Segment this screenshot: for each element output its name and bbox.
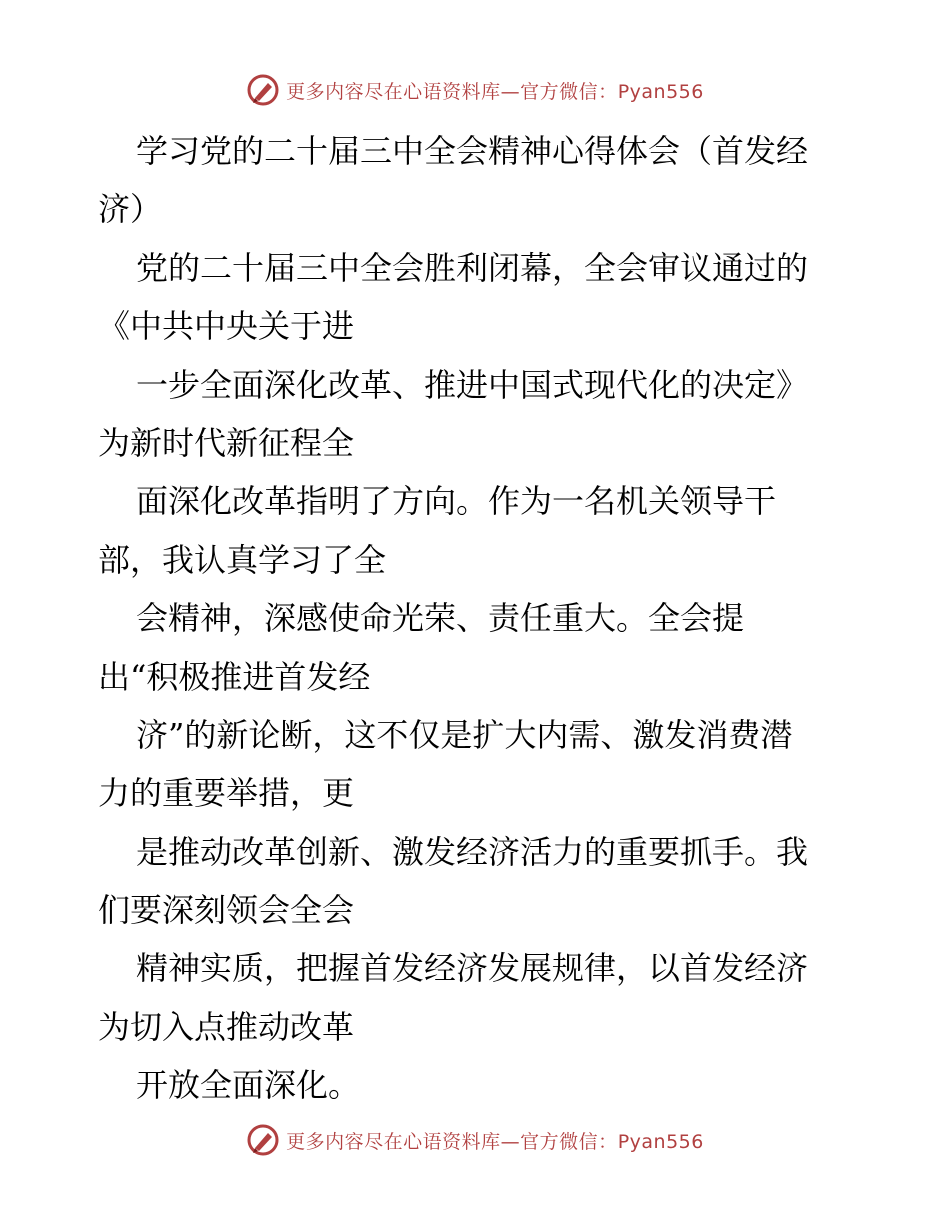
text-line: 《中共中央关于进 xyxy=(98,307,355,346)
text-line: 是推动改革创新、激发经济活力的重要抓手。我 xyxy=(136,832,809,871)
watermark-wechat-label: 官方微信： xyxy=(520,80,618,103)
text-line: 一步全面深化改革、推进中国式现代化的决定》 xyxy=(136,365,809,404)
text-line: 学习党的二十届三中全会精神心得体会（首发经 xyxy=(136,132,809,170)
text-line: 出“积极推进首发经 xyxy=(98,657,371,696)
text-line: 为新时代新征程全 xyxy=(98,423,355,462)
text-line: 力的重要举措，更 xyxy=(98,774,355,813)
text-line: 开放全面深化。 xyxy=(136,1066,361,1105)
watermark-text xyxy=(286,1127,704,1154)
watermark-slogan: 更多内容尽在心语资料库 xyxy=(286,1130,501,1153)
watermark-wechat-label: 官方微信： xyxy=(520,1130,618,1153)
text-line: 济） xyxy=(98,190,163,229)
text-line: 部，我认真学习了全 xyxy=(98,540,387,579)
watermark-wechat-id: Pyan556 xyxy=(617,80,704,103)
text-line: 为切入点推动改革 xyxy=(98,1007,355,1046)
text-line: 党的二十届三中全会胜利闭幕，全会审议通过的 xyxy=(136,248,809,287)
watermark-footer xyxy=(0,1120,950,1160)
text-line: 精神实质，把握首发经济发展规律，以首发经济 xyxy=(136,949,809,988)
text-line: 们要深刻领会全会 xyxy=(98,891,355,930)
watermark-separator: — xyxy=(500,80,521,103)
watermark-wechat-id: Pyan556 xyxy=(617,1130,704,1153)
text-line: 济”的新论断，这不仅是扩大内需、激发消费潜 xyxy=(136,715,793,754)
document-body xyxy=(98,122,858,1115)
watermark-header xyxy=(0,70,950,110)
text-line: 会精神，深感使命光荣、责任重大。全会提 xyxy=(136,599,745,638)
pen-logo-icon xyxy=(246,73,280,107)
watermark-text xyxy=(286,77,704,104)
pen-logo-icon xyxy=(246,1123,280,1157)
text-line: 面深化改革指明了方向。作为一名机关领导干 xyxy=(136,482,777,521)
watermark-separator: — xyxy=(500,1130,521,1153)
watermark-slogan: 更多内容尽在心语资料库 xyxy=(286,80,501,103)
